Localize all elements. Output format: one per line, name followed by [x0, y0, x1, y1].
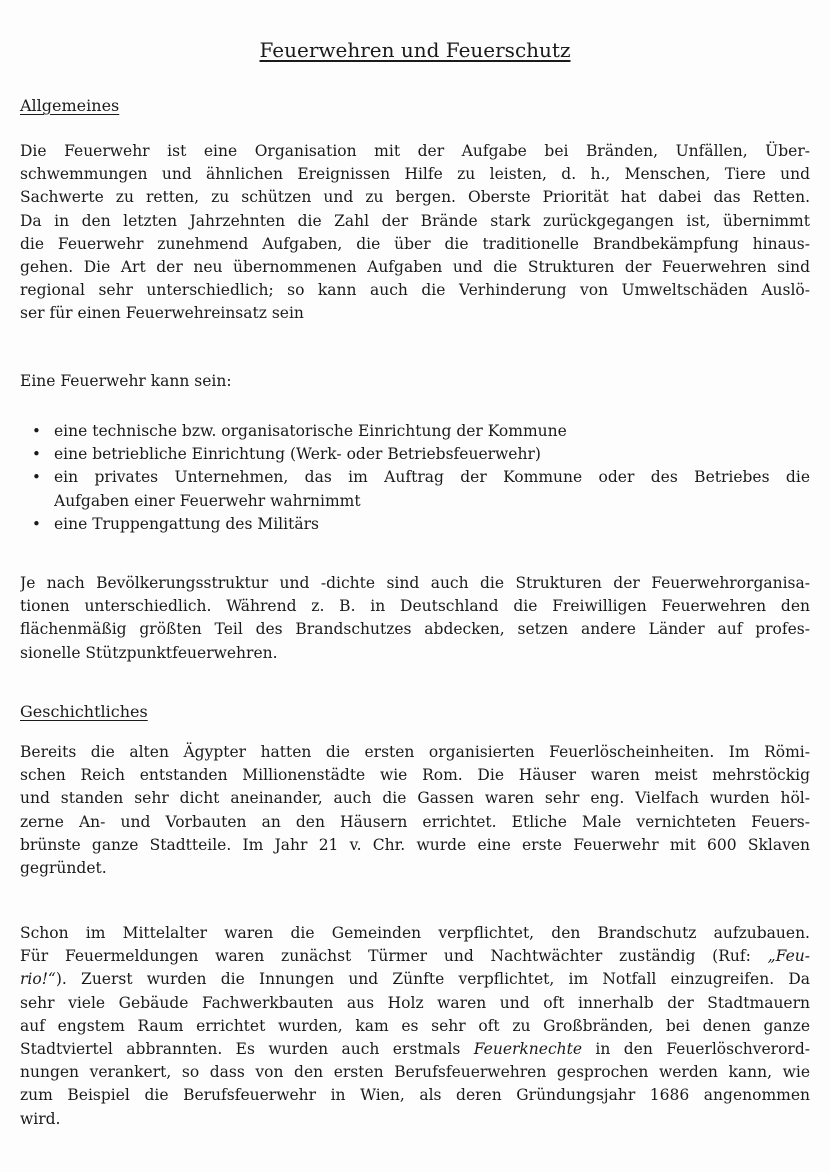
text-line: [20, 945, 810, 968]
text-line: schen Reich entstanden Millionenstädte wie Rom. Die Häuser waren meist mehrstöckig: [20, 766, 810, 785]
text-line: nungen verankert, so dass von den ersten Berufsfeuerwehren gesprochen werden kann, wie: [20, 1063, 810, 1082]
text-span: Stadtviertel abbrannten. Es wurden auch erstmals: [20, 1039, 474, 1058]
list-item: [20, 466, 810, 512]
text-line: und standen sehr dicht aneinander, auch die Gassen waren sehr eng. Vielfach wurden höl-: [20, 789, 810, 808]
text-line: Je nach Bevölkerungsstruktur und -dichte sind auch die Strukturen der Feuerwehrorganisa-: [20, 574, 810, 592]
text-line: Die Feuerwehr ist eine Organisation mit der Aufgabe bei Bränden, Unfällen, Über-: [20, 142, 810, 160]
bullet-icon: •: [32, 468, 41, 487]
bullet-icon: •: [32, 445, 41, 464]
text-span: Für Feuermeldungen waren zunächst Türmer und Nachtwächter zuständig (Ruf:: [20, 947, 768, 966]
text-line: Da in den letzten Jahrzehnten die Zahl der Brände stark zurückgegangen ist, übernimmt: [20, 211, 810, 230]
bullet-icon: •: [32, 422, 41, 440]
list-item: [20, 513, 810, 536]
paragraph-feuerwehr-definition: [20, 140, 810, 326]
bullet-list-feuerwehr-typen: [20, 420, 810, 536]
text-span: ). Zuerst wurden die Innungen und Zünfte verpflichtet, im Notfall einzugreifen. Da: [55, 970, 810, 989]
text-line: Sachwerte zu retten, zu schützen und zu bergen. Oberste Priorität hat dabei das Retten.: [20, 188, 810, 207]
text-line: Aufgaben einer Feuerwehr wahrnimmt: [54, 491, 361, 510]
section-heading-allgemeines: Allgemeines: [20, 96, 120, 115]
text-line: tionen unterschiedlich. Während z. B. in Deutschland die Freiwilligen Feuerwehren den: [20, 597, 810, 616]
text-line: Bereits die alten Ägypter hatten die ersten organisierten Feuerlöscheinheiten. Im Römi-: [20, 743, 810, 761]
document-title: Feuerwehren und Feuerschutz: [259, 38, 571, 62]
text-line: sehr viele Gebäude Fachwerkbauten aus Holz waren und oft innerhalb der Stadtmauern: [20, 993, 810, 1012]
text-line: auf engstem Raum errichtet wurden, kam es sehr oft zu Großbränden, bei denen ganze: [20, 1016, 810, 1035]
text-line: zerne An- und Vorbauten an den Häusern errichtet. Etliche Male vernichteten Feuers-: [20, 812, 810, 831]
text-line: brünste ganze Stadtteile. Im Jahr 21 v. Chr. wurde eine erste Feuerwehr mit 600 Sklaven: [20, 835, 810, 854]
emphasis-text: „Feu-: [767, 947, 810, 966]
text-line: wird.: [20, 1109, 61, 1128]
text-line: gehen. Die Art der neu übernommenen Aufgaben und die Strukturen der Feuerwehren sind: [20, 257, 810, 276]
emphasis-text: rio!“: [20, 970, 56, 989]
text-line: Schon im Mittelalter waren die Gemeinden verpflichtet, den Brandschutz aufzubauen.: [20, 924, 810, 942]
emphasis-text: Feuerknechte: [473, 1039, 583, 1058]
text-line: eine Truppengattung des Militärs: [54, 514, 319, 533]
list-item: [20, 443, 810, 466]
text-line: die Feuerwehr zunehmend Aufgaben, die über die traditionelle Brandbekämpfung hinaus-: [20, 234, 810, 253]
text-line: schwemmungen und ähnlichen Ereignissen Hilfe zu leisten, d. h., Menschen, Tiere und: [20, 165, 810, 184]
paragraph-mittelalter: [20, 922, 810, 1131]
text-line: [20, 968, 810, 991]
text-line: Eine Feuerwehr kann sein:: [20, 372, 232, 390]
text-span: in den Feuerlöschverord-: [582, 1039, 810, 1058]
bullet-icon: •: [32, 514, 41, 533]
text-line: eine betriebliche Einrichtung (Werk- oder Betriebsfeuerwehr): [54, 445, 541, 464]
text-line: eine technische bzw. organisatorische Einrichtung der Kommune: [54, 422, 567, 440]
paragraph-aegypter-rom: [20, 741, 810, 880]
text-line: regional sehr unterschiedlich; so kann auch die Verhinderung von Umweltschäden Auslö-: [20, 281, 810, 300]
text-line: ein privates Unternehmen, das im Auftrag der Kommune oder des Betriebes die: [54, 468, 810, 487]
list-item: [20, 420, 810, 443]
text-line: gegründet.: [20, 858, 107, 877]
section-heading-geschichtliches: Geschichtliches: [20, 702, 148, 721]
text-line: [20, 1038, 810, 1061]
paragraph-feuerwehr-kann-sein: [20, 370, 810, 393]
paragraph-bevoelkerungsstruktur: [20, 572, 810, 665]
text-line: zum Beispiel die Berufsfeuerwehr in Wien, als deren Gründungsjahr 1686 angenommen: [20, 1086, 810, 1105]
text-line: ser für einen Feuerwehreinsatz sein: [20, 304, 304, 323]
text-line: flächenmäßig größten Teil des Brandschutzes abdecken, setzen andere Länder auf profes-: [20, 620, 810, 639]
text-line: sionelle Stützpunktfeuerwehren.: [20, 643, 278, 662]
